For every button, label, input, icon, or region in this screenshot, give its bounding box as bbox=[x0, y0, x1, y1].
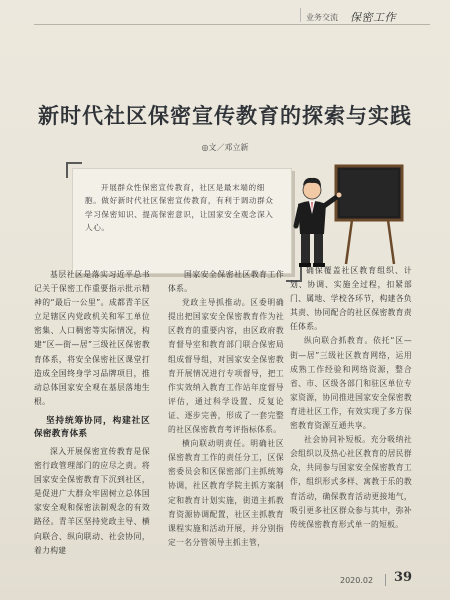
header-divider bbox=[300, 8, 301, 22]
body-column-3 bbox=[290, 264, 412, 532]
subsection-paragraph: 横向联动明责任。明确社区保密教育工作的责任分工，区保密委员会和区保密部门主抓统筹协调，社区教育学院主抓方案制定和教育计划实施，街道主抓教育资源协调配置，社区主抓教育课程实施和活动开展，并分别指定一名分管领导主抓主管， bbox=[168, 439, 284, 547]
section-tag: 业务交流 bbox=[306, 13, 338, 22]
article-byline: ◎文／邓立新 bbox=[201, 143, 249, 152]
abstract-box bbox=[72, 168, 292, 274]
article-title: 新时代社区保密宣传教育的探索与实践 bbox=[38, 104, 412, 128]
page-number: 39 bbox=[394, 570, 413, 585]
body-column-2 bbox=[168, 268, 284, 550]
body-column-1 bbox=[34, 268, 150, 558]
footer-divider bbox=[385, 574, 386, 586]
paragraph: 确保覆盖社区教育组织、计划、协调、实施全过程，扣紧部门、属地、学校各环节，构建各负其责、协同配合的社区保密教育责任体系。 bbox=[290, 266, 412, 332]
header-rule bbox=[34, 24, 430, 25]
paragraph: 国家安全保密社区教育工作体系。 bbox=[168, 270, 284, 294]
section-heading: 坚持统筹协同，构建社区保密教育体系 bbox=[34, 415, 150, 439]
subsection-paragraph: 纵向联合抓教育。依托“区—街—居”三级社区教育网络，运用成熟工作经验和网络资源，整合省、市、区级各部门和驻区单位专家资源，协同推进国家安全保密教育进社区工作，有效实现了多方保密教育资源互通共享。 bbox=[290, 336, 412, 431]
magazine-logo: 保密工作 bbox=[350, 11, 396, 24]
paragraph: 基层社区是落实习近平总书记关于保密工作重要指示批示精神的“最后一公里”。成都青羊区立足辖区内党政机关和军工单位密集、人口稠密等实际情况，构建“区—街—居”三级社区保密教育体系，将安全保密社区课堂打造成全国终身学习品牌项目，推动总体国家安全观在基层落地生根。 bbox=[34, 270, 150, 406]
paragraph: 深入开展保密宣传教育是保密行政管理部门的应尽之责。将国家安全保密教育下沉到社区，是促进广大群众牢固树立总体国家安全观和保密法制观念的有效路径。青羊区坚持党政主导、横向联合、纵向联动、社会协同，着力构建 bbox=[34, 446, 150, 555]
issue-date: 2020.02 bbox=[340, 576, 374, 585]
subsection-paragraph: 党政主导抓推动。区委明确提出把国家安全保密教育作为社区教育的重要内容，由区政府教育督导室和教育部门联合保密局组成督导组，对国家安全保密教育开展情况进行专项督导，把工作实效纳入教育工作站年度督导评估，通过科学设置、反复论证、逐步完善，形成了一套完整的社区保密教育考评指标体系。 bbox=[168, 298, 284, 435]
subsection-paragraph: 社会协同补短板。充分吸纳社会组织以及热心社区教育的居民群众，共同参与国家安全保密教育工作，组织形式多样、寓教于乐的教育活动，确保教育活动更接地气，吸引更多社区群众参与其中，弥补传统保密教育形式单一的短板。 bbox=[290, 435, 412, 529]
teacher-blackboard-illustration bbox=[288, 160, 408, 275]
abstract-text: 开展群众性保密宣传教育，社区是最末端的细胞。做好新时代社区保密宣传教育，有利于调动群众学习保密知识、提高保密意识，让国家安全观念深入人心。 bbox=[85, 183, 274, 233]
